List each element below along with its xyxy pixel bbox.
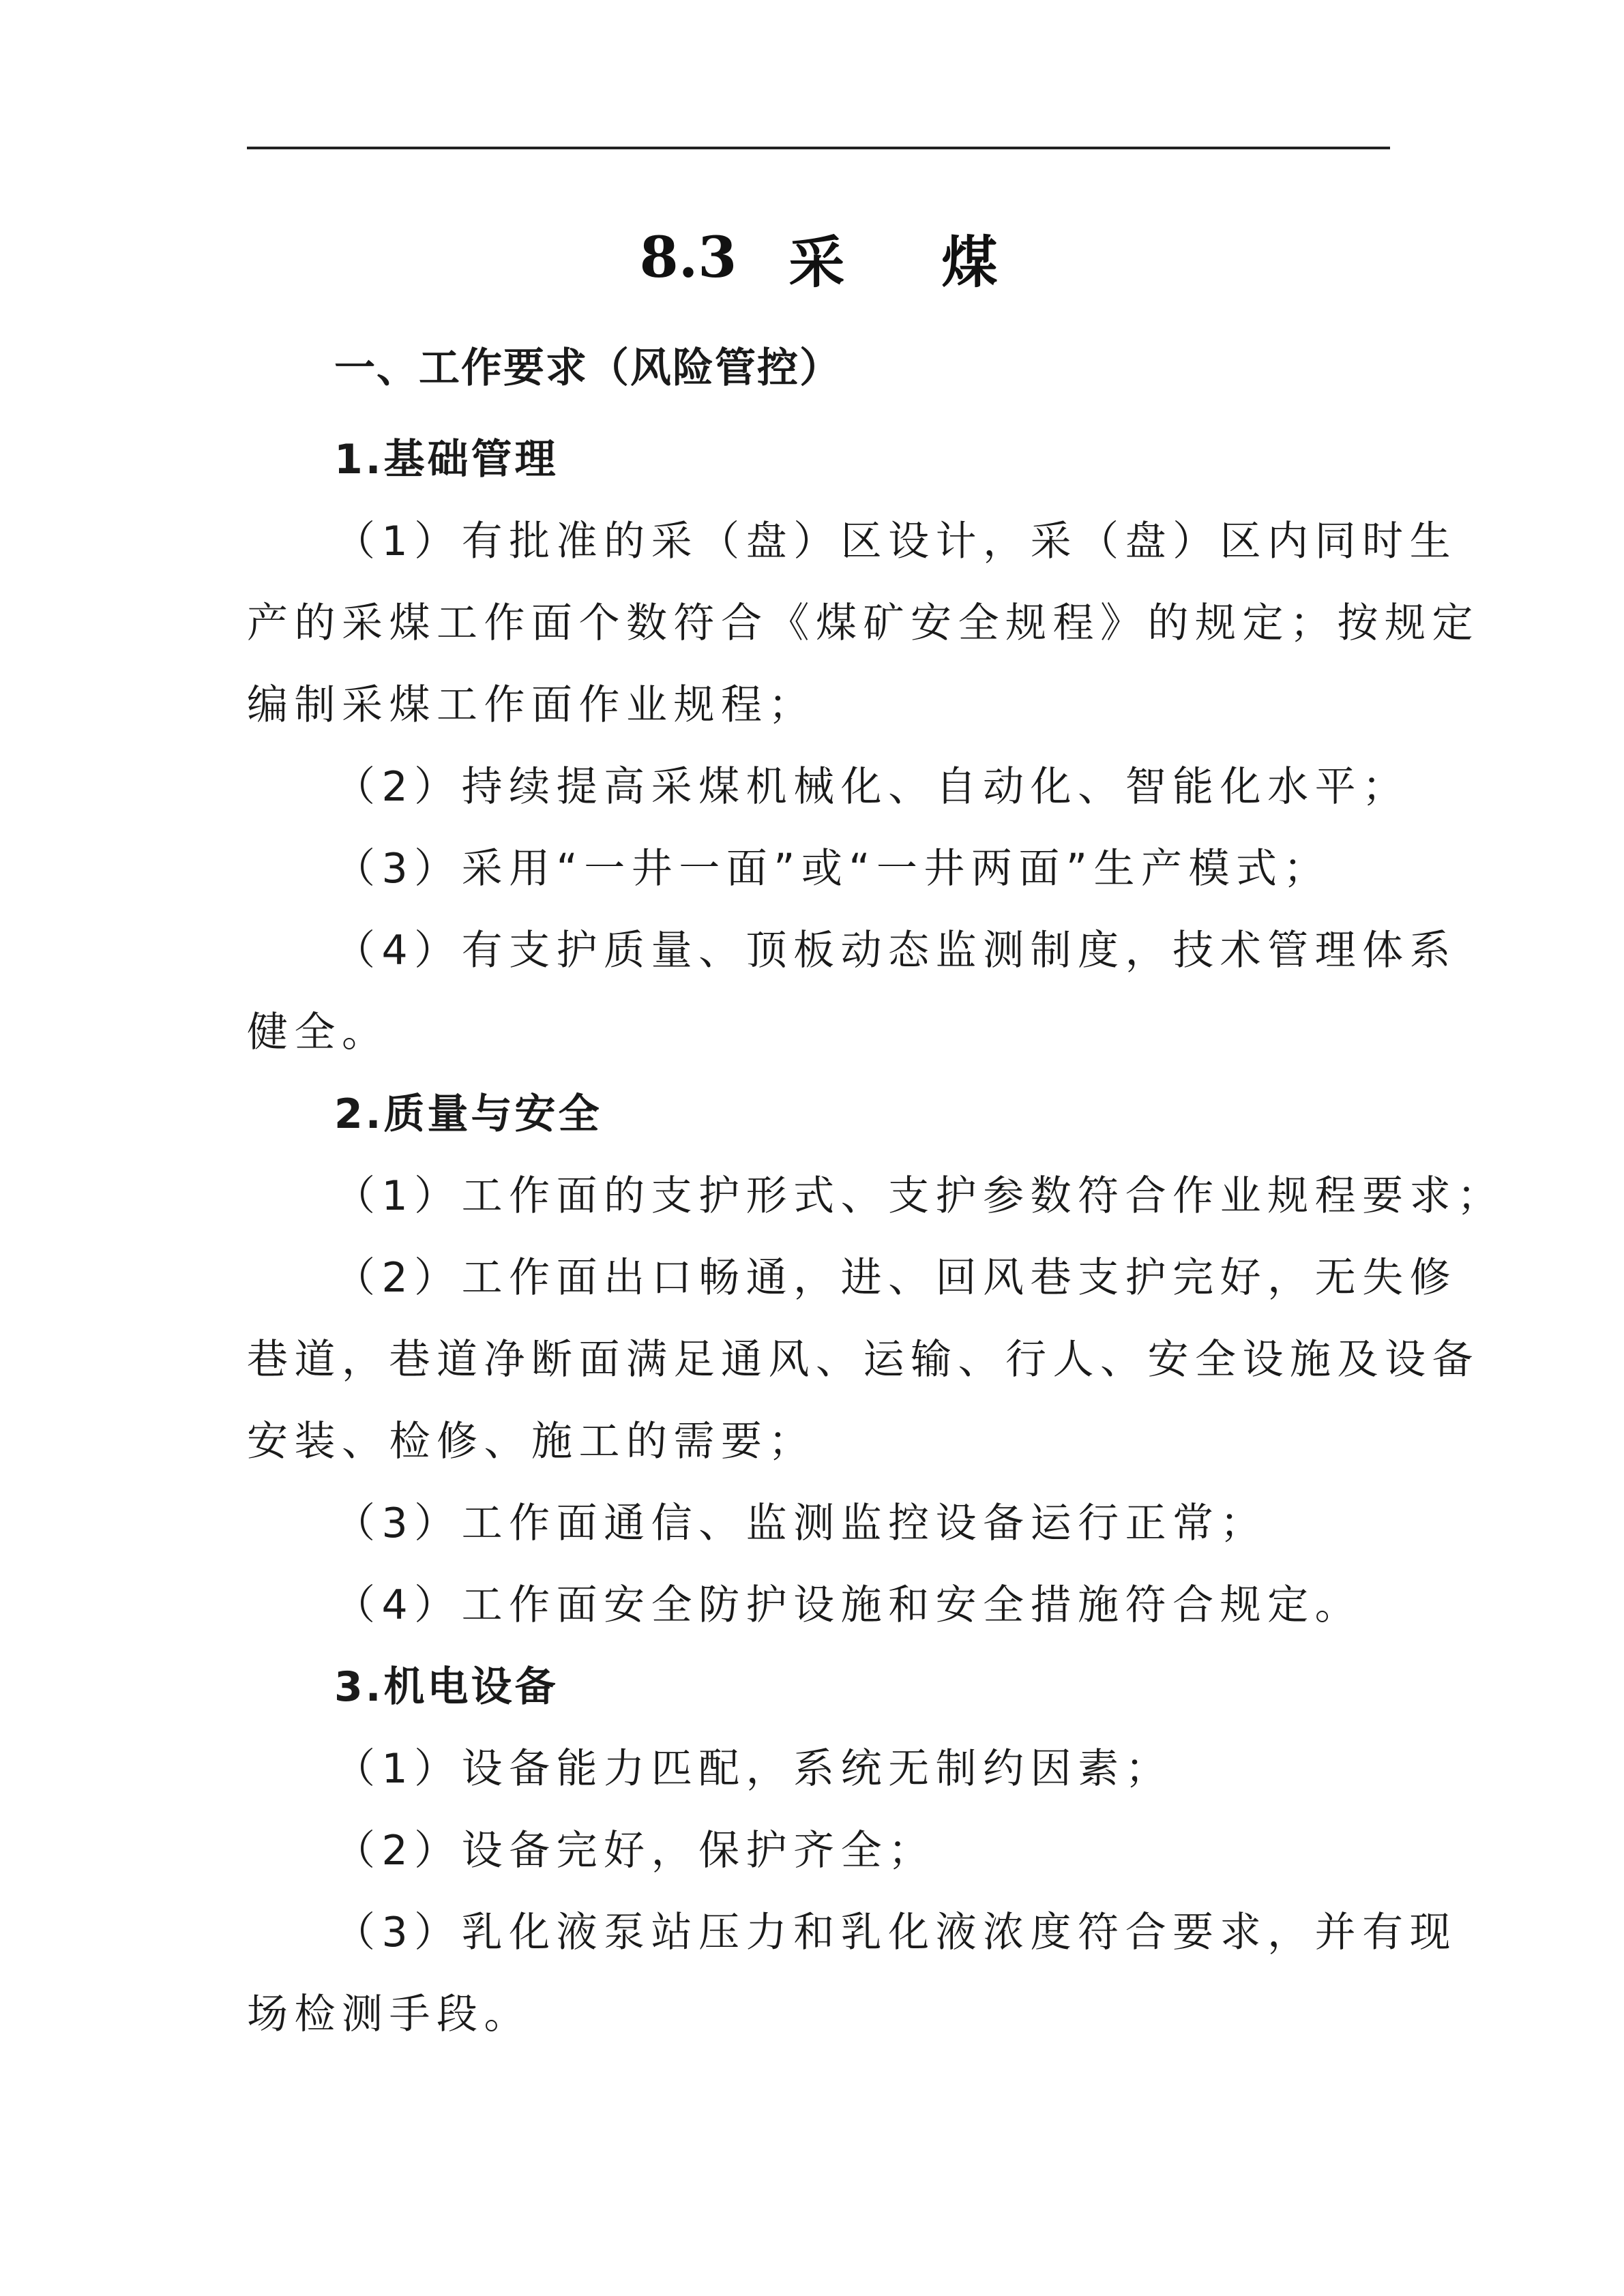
section-number: 8.3	[639, 225, 737, 290]
paragraph-line: （1）有批准的采（盘）区设计，采（盘）区内同时生	[334, 518, 1458, 565]
paragraph-line: （2）持续提高采煤机械化、自动化、智能化水平；	[334, 763, 1410, 811]
paragraph-line: 产的采煤工作面个数符合《煤矿安全规程》的规定；按规定	[247, 599, 1479, 647]
paragraph-line: （1）设备能力匹配，系统无制约因素；	[334, 1745, 1173, 1793]
paragraph-line: （3）乳化液泵站压力和乳化液浓度符合要求，并有现	[334, 1909, 1458, 1956]
paragraph-line: （1）工作面的支护形式、支护参数符合作业规程要求；	[334, 1172, 1505, 1220]
paragraph-line: （3）工作面通信、监测监控设备运行正常；	[334, 1500, 1268, 1547]
section-title	[247, 217, 1390, 299]
paragraph-line: （3）采用“一井一面”或“一井两面”生产模式；	[334, 845, 1331, 893]
section-title-char-1: 采	[788, 229, 845, 295]
paragraph-line: 健全。	[247, 1009, 389, 1056]
subheading-quality-and-safety: 2.质量与安全	[334, 1090, 602, 1138]
paragraph-line: 安装、检修、施工的需要；	[247, 1418, 816, 1465]
paragraph-line: 场检测手段。	[247, 1991, 531, 2038]
paragraph-line: （4）工作面安全防护设施和安全措施符合规定。	[334, 1581, 1363, 1629]
paragraph-line: 巷道，巷道净断面满足通风、运输、行人、安全设施及设备	[247, 1336, 1479, 1384]
paragraph-line: 编制采煤工作面作业规程；	[247, 681, 816, 729]
section-title-char-2: 煤	[941, 229, 998, 295]
heading-work-requirements: 一、工作要求（风险管控）	[334, 344, 842, 392]
paragraph-line: （4）有支护质量、顶板动态监测制度，技术管理体系	[334, 927, 1458, 974]
subheading-electromechanical-equipment: 3.机电设备	[334, 1663, 559, 1711]
subheading-basic-management: 1.基础管理	[334, 436, 559, 483]
header-rule	[247, 147, 1390, 149]
paragraph-line: （2）工作面出口畅通，进、回风巷支护完好，无失修	[334, 1254, 1458, 1302]
paragraph-line: （2）设备完好，保护齐全；	[334, 1827, 936, 1875]
